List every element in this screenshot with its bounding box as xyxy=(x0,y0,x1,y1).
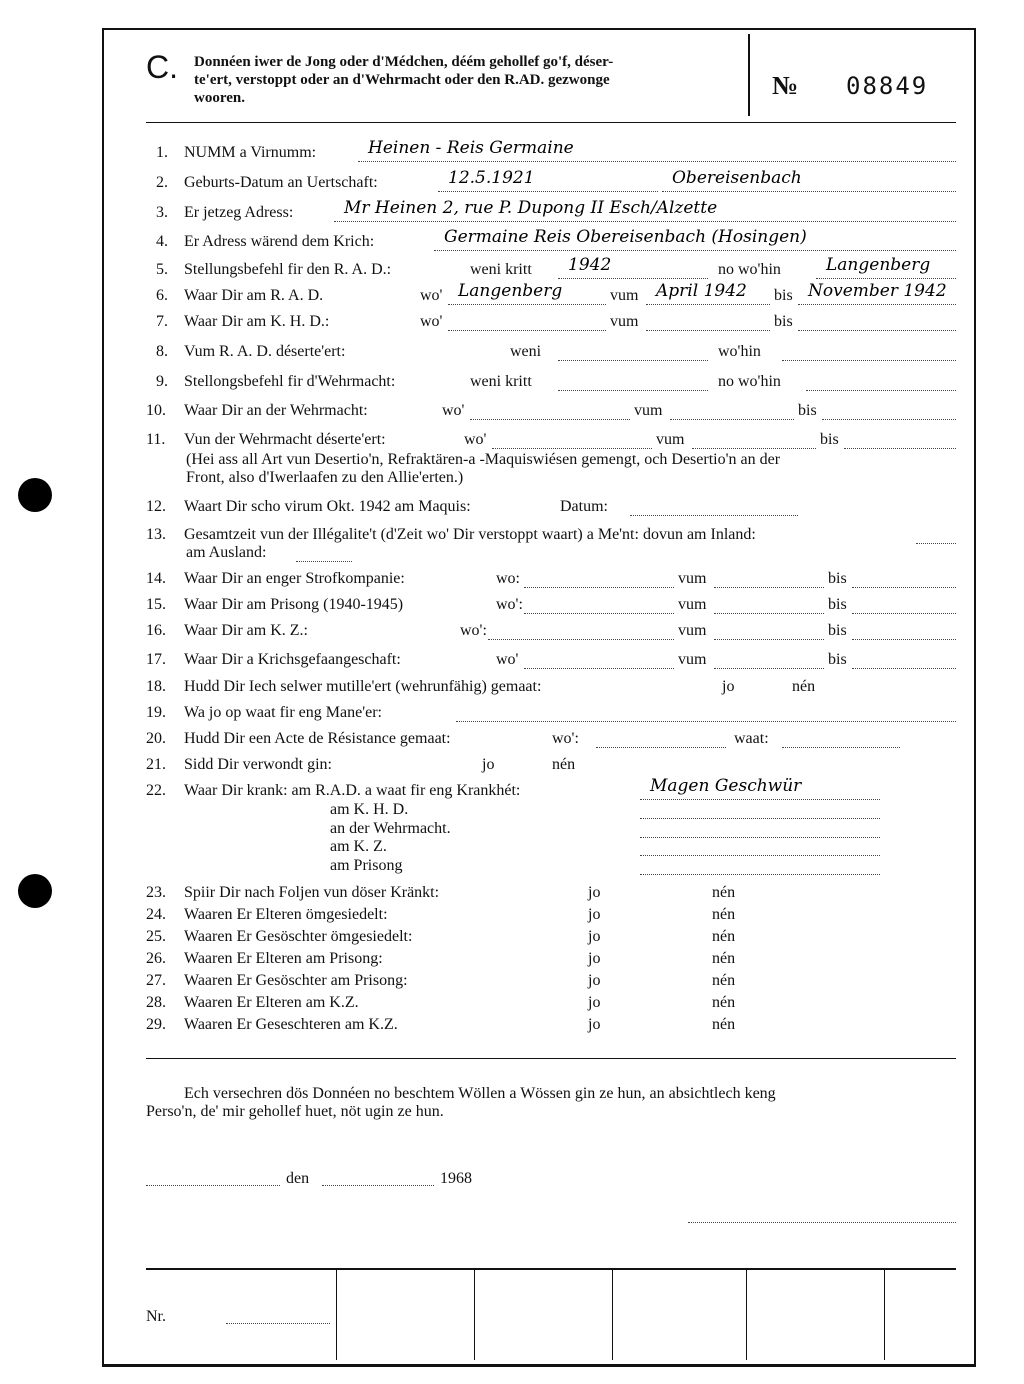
handwritten-entry: April 1942 xyxy=(656,281,747,301)
place-field[interactable] xyxy=(524,651,674,669)
label: weni xyxy=(510,343,542,360)
label: wo: xyxy=(496,570,520,587)
row-number: 3. xyxy=(156,204,168,221)
divider xyxy=(884,1270,885,1360)
illness-field[interactable] xyxy=(640,838,880,856)
row-label: Waaren Er Elteren ömgesiedelt: xyxy=(184,906,388,923)
intro-line: Donnéen iwer de Jong oder d'Médchen, déém gehollef go'f, déser- xyxy=(194,54,614,70)
label: vum xyxy=(610,313,639,330)
from-field[interactable] xyxy=(692,431,816,449)
place-field[interactable] xyxy=(488,622,674,640)
intro-line: wooren. xyxy=(194,90,245,106)
divider xyxy=(146,1058,956,1059)
date-field[interactable] xyxy=(558,255,708,279)
row-number: 9. xyxy=(156,373,168,390)
sub-label: am K. Z. xyxy=(330,838,387,855)
label: wo': xyxy=(460,622,487,639)
row-label: Waar Dir am K. Z.: xyxy=(184,622,308,639)
label: wo' xyxy=(442,402,465,419)
label: wo': xyxy=(496,596,523,613)
declaration-line: Perso'n, de' mir gehollef huet, nöt ugin ze hun. xyxy=(146,1103,444,1120)
row-label: Stellongsbefehl fir d'Wehrmacht: xyxy=(184,373,396,390)
label: wo'hin xyxy=(718,343,761,360)
row-label: Waar Dir am K. H. D.: xyxy=(184,313,330,330)
row-number: 14. xyxy=(146,570,166,587)
row-label: Waar Dir a Krichsgefaangeschaft: xyxy=(184,651,401,668)
row-number: 8. xyxy=(156,343,168,360)
den-label: den xyxy=(286,1170,310,1187)
birth-date-field[interactable] xyxy=(438,168,658,192)
to-field[interactable] xyxy=(852,622,956,640)
row-number: 22. xyxy=(146,782,166,799)
label: wo': xyxy=(552,730,579,747)
label: wo' xyxy=(420,313,443,330)
to-field[interactable] xyxy=(852,596,956,614)
place-field[interactable] xyxy=(806,373,956,391)
row-number: 28. xyxy=(146,994,166,1011)
label: bis xyxy=(774,313,793,330)
jo-option: jo xyxy=(588,994,601,1011)
handwritten-entry: Mr Heinen 2, rue P. Dupong II Esch/Alzette xyxy=(344,198,718,218)
nen-option: nén xyxy=(712,928,736,945)
footer-rule xyxy=(146,1268,956,1270)
divider xyxy=(612,1270,613,1360)
label: vum xyxy=(678,651,707,668)
row-label: Waar Dir krank: am R.A.D. a waat fir eng Krankhét: xyxy=(184,782,521,799)
illness-field[interactable] xyxy=(640,857,880,875)
label: wo' xyxy=(420,287,443,304)
label: Datum: xyxy=(560,498,608,515)
divider xyxy=(746,1270,747,1360)
handwritten-entry: Germaine Reis Obereisenbach (Hosingen) xyxy=(444,227,807,247)
address-field[interactable] xyxy=(434,227,956,251)
label: wo' xyxy=(496,651,519,668)
handwritten-entry: Magen Geschwür xyxy=(650,776,802,796)
row-label: Waart Dir scho virum Okt. 1942 am Maquis: xyxy=(184,498,471,515)
birth-place-field[interactable] xyxy=(662,168,956,192)
from-field[interactable] xyxy=(714,651,824,669)
row-label: Waar Dir an der Wehrmacht: xyxy=(184,402,368,419)
date-field[interactable] xyxy=(558,343,708,361)
place-field[interactable] xyxy=(524,596,674,614)
row-number: 26. xyxy=(146,950,166,967)
nr-label: Nr. xyxy=(146,1308,166,1325)
from-field[interactable] xyxy=(670,402,794,420)
to-field[interactable] xyxy=(798,313,956,331)
label: bis xyxy=(798,402,817,419)
nen-option: nén xyxy=(712,972,736,989)
divider xyxy=(748,34,750,116)
handwritten-entry: 12.5.1921 xyxy=(448,168,535,188)
row-number: 12. xyxy=(146,498,166,515)
to-field[interactable] xyxy=(852,651,956,669)
row-label: Gesamtzeit vun der Illégalite't (d'Zeit wo' Dir verstoppt waart) a Me'nt: dovun am Inland: xyxy=(184,526,756,543)
row-label: Hudd Dir Iech selwer mutille'ert (wehrunfähig) gemaat: xyxy=(184,678,542,695)
divider xyxy=(146,122,956,123)
place-field[interactable] xyxy=(448,313,606,331)
label: bis xyxy=(774,287,793,304)
sub-label: am Prisong xyxy=(330,856,403,874)
row-label: Waar Dir am Prisong (1940-1945) xyxy=(184,596,404,613)
from-field[interactable] xyxy=(714,622,824,640)
place-field[interactable] xyxy=(492,431,652,449)
row-number: 5. xyxy=(156,261,168,278)
label: am Ausland: xyxy=(186,544,267,561)
to-field[interactable] xyxy=(852,570,956,588)
label: waat: xyxy=(734,730,769,747)
row-number: 1. xyxy=(156,144,168,161)
inland-field[interactable] xyxy=(916,526,956,544)
date-field[interactable] xyxy=(558,373,708,391)
row-label: Waaren Er Elteren am Prisong: xyxy=(184,950,383,967)
label: bis xyxy=(828,570,847,587)
row-label: Sidd Dir verwondt gin: xyxy=(184,756,332,773)
place-field[interactable] xyxy=(524,570,674,588)
handwritten-entry: November 1942 xyxy=(808,281,947,301)
to-field[interactable] xyxy=(844,431,956,449)
place-field[interactable] xyxy=(146,1168,280,1186)
row-number: 17. xyxy=(146,651,166,668)
row-label: Hudd Dir een Acte de Résistance gemaat: xyxy=(184,730,451,747)
handwritten-entry: Heinen - Reis Germaine xyxy=(368,138,574,158)
jo-option: jo xyxy=(482,756,495,773)
label: vum xyxy=(610,287,639,304)
jo-option: jo xyxy=(588,884,601,901)
place-field[interactable] xyxy=(448,281,606,305)
intro-line: te'ert, verstoppt oder an d'Wehrmacht oder den R.AD. gezwonge xyxy=(194,72,610,88)
section-letter: C. xyxy=(146,49,178,85)
nr-field[interactable] xyxy=(226,1306,330,1324)
from-field[interactable] xyxy=(714,570,824,588)
label: bis xyxy=(828,651,847,668)
name-field[interactable] xyxy=(358,138,956,162)
signature-field[interactable] xyxy=(688,1205,956,1223)
row-label: Wa jo op waat fir eng Mane'er: xyxy=(184,704,382,721)
label: vum xyxy=(634,402,663,419)
row-number: 16. xyxy=(146,622,166,639)
nen-option: nén xyxy=(712,1016,736,1033)
label: weni kritt xyxy=(470,373,532,390)
to-field[interactable] xyxy=(822,402,956,420)
label: vum xyxy=(678,570,707,587)
nen-option: nén xyxy=(712,884,736,901)
address-field[interactable] xyxy=(334,198,956,222)
row-label: Geburts-Datum an Uertschaft: xyxy=(184,174,378,191)
label: bis xyxy=(828,596,847,613)
date-field[interactable] xyxy=(630,498,798,516)
row-label: NUMM a Virnumm: xyxy=(184,144,317,161)
illness-field[interactable] xyxy=(640,820,880,838)
handwritten-entry: Obereisenbach xyxy=(672,168,802,188)
from-field[interactable] xyxy=(646,313,770,331)
row-number: 6. xyxy=(156,287,168,304)
label: bis xyxy=(828,622,847,639)
row-number: 21. xyxy=(146,756,166,773)
divider xyxy=(336,1270,337,1360)
jo-option: jo xyxy=(588,950,601,967)
jo-option: jo xyxy=(588,972,601,989)
to-field[interactable] xyxy=(798,281,956,305)
manner-field[interactable] xyxy=(456,704,956,722)
row-label: Vum R. A. D. déserte'ert: xyxy=(184,343,346,360)
nen-option: nén xyxy=(712,950,736,967)
row-number: 29. xyxy=(146,1016,166,1033)
illness-field[interactable] xyxy=(640,801,880,819)
label: vum xyxy=(678,596,707,613)
nen-option: nén xyxy=(712,994,736,1011)
label: wo' xyxy=(464,431,487,448)
year-label: 1968 xyxy=(440,1170,472,1187)
row-number: 7. xyxy=(156,313,168,330)
row-label: Stellungsbefehl fir den R. A. D.: xyxy=(184,261,392,278)
number-sign: № xyxy=(772,71,799,100)
row-label: Er Adress wärend dem Krich: xyxy=(184,233,375,250)
row-number: 19. xyxy=(146,704,166,721)
row-number: 25. xyxy=(146,928,166,945)
row-number: 27. xyxy=(146,972,166,989)
row-label: Spiir Dir nach Foljen vun döser Kränkt: xyxy=(184,884,440,901)
row-number: 24. xyxy=(146,906,166,923)
jo-option: jo xyxy=(588,928,601,945)
row-label: Waaren Er Elteren am K.Z. xyxy=(184,994,359,1011)
jo-option: jo xyxy=(588,906,601,923)
row-label: Waaren Er Gesöschter ömgesiedelt: xyxy=(184,928,413,945)
row-label: Waar Dir an enger Strofkompanie: xyxy=(184,570,405,587)
row-label: Waaren Er Geseschteren am K.Z. xyxy=(184,1016,398,1033)
form-number: 08849 xyxy=(846,72,929,100)
note: (Hei ass all Art vun Desertio'n, Refraktären-a -Maquiswiésen gemengt, och Desertio'n an der xyxy=(186,451,781,468)
sub-label: am K. H. D. xyxy=(330,801,409,818)
place-field[interactable] xyxy=(470,402,630,420)
place-field[interactable] xyxy=(816,255,956,279)
row-label: Waar Dir am R. A. D. xyxy=(184,287,324,304)
label: no wo'hin xyxy=(718,261,781,278)
row-number: 15. xyxy=(146,596,166,613)
label: vum xyxy=(678,622,707,639)
from-field[interactable] xyxy=(646,281,770,305)
label: no wo'hin xyxy=(718,373,781,390)
sub-label: an der Wehrmacht. xyxy=(330,819,451,837)
divider xyxy=(474,1270,475,1360)
place-field[interactable] xyxy=(782,343,956,361)
row-number: 23. xyxy=(146,884,166,901)
label: bis xyxy=(820,431,839,448)
from-field[interactable] xyxy=(714,596,824,614)
row-number: 13. xyxy=(146,526,166,543)
handwritten-entry: Langenberg xyxy=(458,281,563,301)
row-number: 11. xyxy=(146,431,166,448)
handwritten-entry: Langenberg xyxy=(826,255,931,275)
label: vum xyxy=(656,431,685,448)
handwritten-entry: 1942 xyxy=(568,255,612,275)
nen-option: nén xyxy=(712,906,736,923)
row-number: 2. xyxy=(156,174,168,191)
nen-option: nén xyxy=(552,756,576,773)
row-label: Er jetzeg Adress: xyxy=(184,204,294,221)
abroad-field[interactable] xyxy=(296,544,352,562)
label: weni kritt xyxy=(470,261,532,278)
jo-option: jo xyxy=(588,1016,601,1033)
nen-option: nén xyxy=(792,678,816,695)
row-number: 4. xyxy=(156,233,168,250)
row-number: 10. xyxy=(146,402,166,419)
punch-hole xyxy=(18,478,52,512)
row-label: Waaren Er Gesöschter am Prisong: xyxy=(184,972,408,989)
what-field[interactable] xyxy=(782,730,900,748)
declaration-line: Ech versechren dös Donnéen no beschtem Wöllen a Wössen gin ze hun, an absichtlech keng xyxy=(184,1085,776,1102)
row-number: 18. xyxy=(146,678,166,695)
place-field[interactable] xyxy=(596,730,726,748)
jo-option: jo xyxy=(722,678,735,695)
punch-hole xyxy=(18,874,52,908)
date-field[interactable] xyxy=(322,1168,434,1186)
row-number: 20. xyxy=(146,730,166,747)
illness-field[interactable] xyxy=(640,776,880,800)
note: Front, also d'Iwerlaafen zu den Allie'erten.) xyxy=(186,469,464,486)
row-label: Vun der Wehrmacht déserte'ert: xyxy=(184,431,386,448)
